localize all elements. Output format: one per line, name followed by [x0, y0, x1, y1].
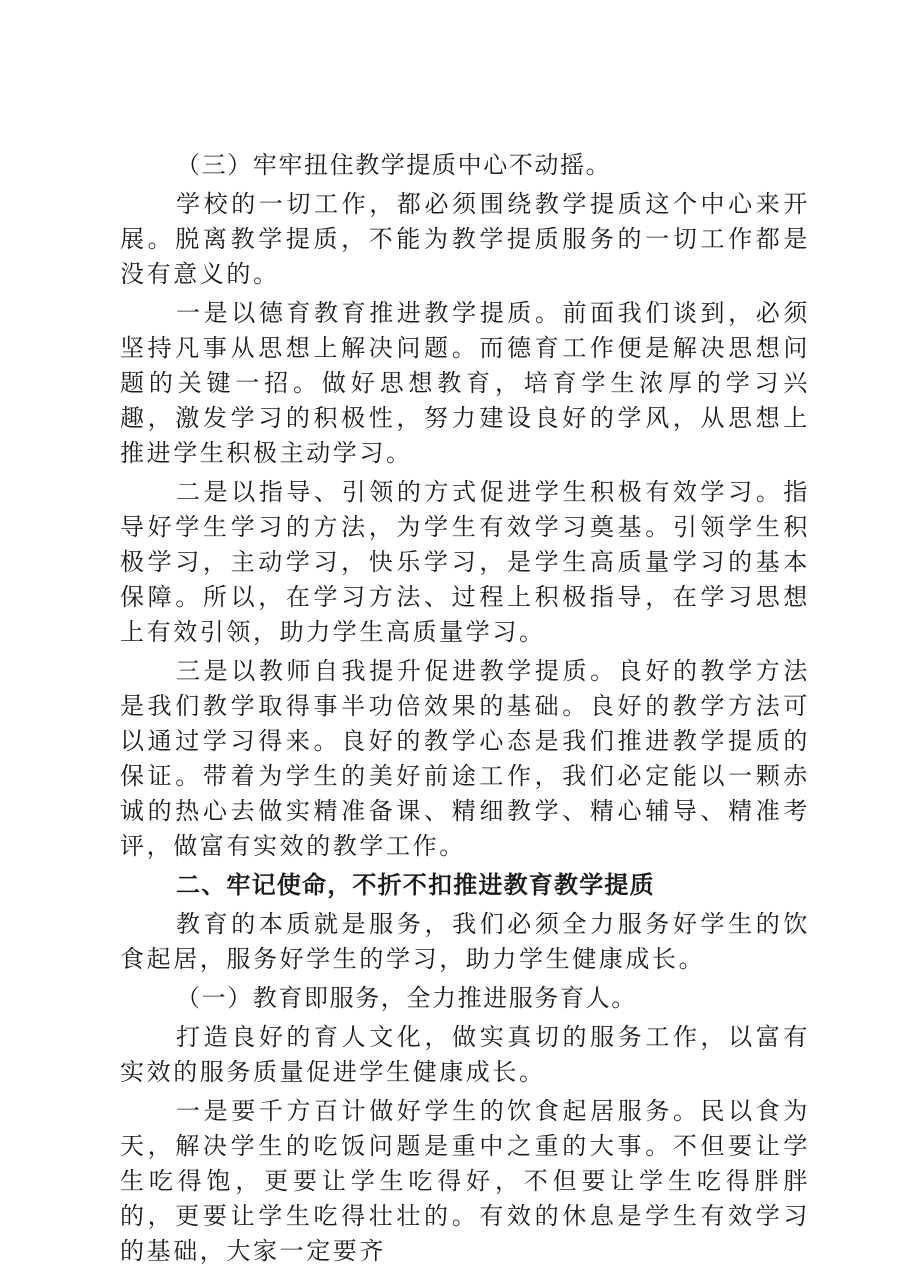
section-heading-1: （一）教育即服务，全力推进服务育人。	[176, 984, 637, 1012]
paragraph: 二是以指导、引领的方式促进学生积极有效学习。指导好学生学习的方法，为学生有效学习奠基。引领学生积极学习，主动学习，快乐学习，是学生高质量学习的基本保障。所以，在学习方法、过程上积极指导，在学习思想上有效引领，助力学生高质量学习。	[120, 478, 810, 646]
paragraph: 打造良好的育人文化，做实真切的服务工作，以富有实效的服务质量促进学生健康成长。	[120, 1023, 810, 1086]
paragraph: 三是以教师自我提升促进教学提质。良好的教学方法是我们教学取得事半功倍效果的基础。良好的教学方法可以通过学习得来。良好的教学心态是我们推进教学提质的保证。带着为学生的美好前途工作，我们必定能以一颗赤诚的热心去做实精准备课、精细教学、精心辅导、精准考评，做富有实效的教学工作。	[120, 657, 810, 860]
paragraph: 教育的本质就是服务，我们必须全力服务好学生的饮食起居，服务好学生的学习，助力学生健康成长。	[120, 910, 810, 973]
paragraph: 学校的一切工作，都必须围绕教学提质这个中心来开展。脱离教学提质，不能为教学提质服务的一切工作都是没有意义的。	[120, 190, 810, 288]
document-body	[120, 148, 810, 1273]
paragraph: 一是以德育教育推进教学提质。前面我们谈到，必须坚持凡事从思想上解决问题。而德育工作便是解决思想问题的关键一招。做好思想教育，培育学生浓厚的学习兴趣，激发学习的积极性，努力建设良好的学风，从思想上推进学生积极主动学习。	[120, 299, 810, 467]
paragraph: 一是要千方百计做好学生的饮食起居服务。民以食为天，解决学生的吃饭问题是重中之重的大事。不但要让学生吃得饱，更要让学生吃得好，不但要让学生吃得胖胖的，更要让学生吃得壮壮的。有效的休息是学生有效学习的基础，大家一定要齐	[120, 1097, 810, 1265]
chapter-heading: 二、牢记使命，不折不扣推进教育教学提质	[176, 871, 655, 899]
section-heading-3: （三）牢牢扭住教学提质中心不动摇。	[176, 151, 612, 179]
